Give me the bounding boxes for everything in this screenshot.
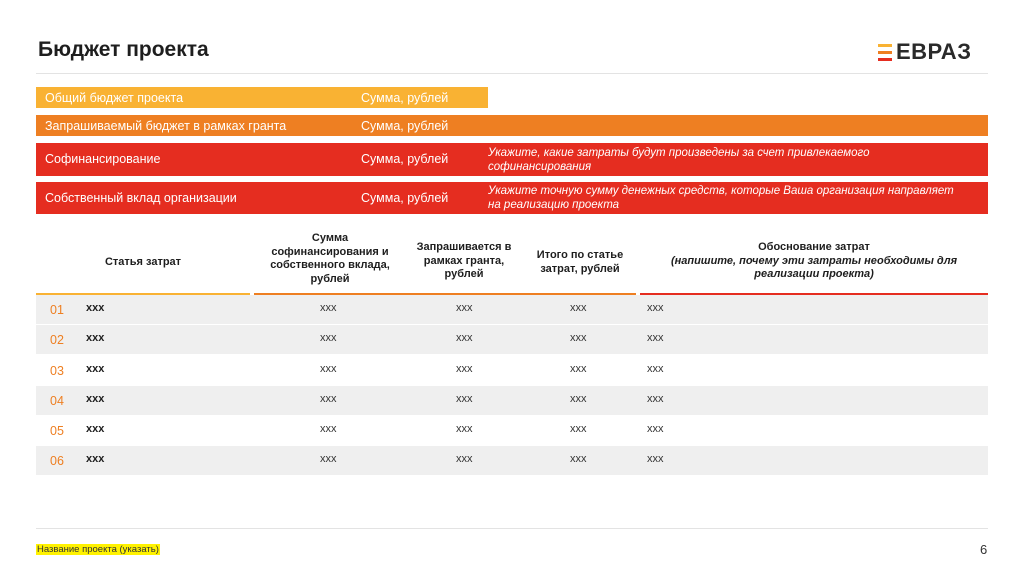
row-item-name: ххх — [86, 302, 105, 314]
row-item-name: ххх — [86, 332, 105, 344]
row-grant: ххх — [456, 453, 473, 465]
row-total: ххх — [570, 363, 587, 375]
table-row — [36, 386, 988, 415]
budget-bar-note: Укажите, какие затраты будут произведены за счет привлекаемого софинансирования — [488, 147, 870, 173]
budget-bar-sum: Сумма, рублей — [361, 191, 449, 205]
column-header-grant: Запрашивается в рамках гранта, рублей — [416, 241, 512, 280]
row-grant: ххх — [456, 423, 473, 435]
row-reason: ххх — [647, 423, 664, 435]
evraz-logo — [878, 40, 971, 64]
budget-bar-cofinancing — [36, 143, 988, 176]
project-name: Название проекта (указать) — [37, 544, 159, 555]
table-row — [36, 416, 988, 445]
row-number: 05 — [50, 424, 64, 438]
row-reason: ххх — [647, 393, 664, 405]
row-cofin: ххх — [320, 393, 337, 405]
row-grant: ххх — [456, 363, 473, 375]
column-header-cofin: Сумма софинансирования и собственного вклада, рублей — [270, 232, 390, 285]
justification-subtitle: (напишите, почему эти затраты необходимы для реализации проекта) — [670, 254, 958, 280]
budget-bar-sum: Сумма, рублей — [361, 152, 449, 166]
row-grant: ххх — [456, 332, 473, 344]
footer-divider — [36, 528, 988, 529]
row-reason: ххх — [647, 453, 664, 465]
budget-bar-grant — [36, 115, 988, 136]
row-cofin: ххх — [320, 302, 337, 314]
row-total: ххх — [570, 332, 587, 344]
budget-bar-note: Укажите точную сумму денежных средств, которые Ваша организация направляет на реализацию проекта — [488, 185, 954, 211]
column-header-justification — [640, 241, 988, 282]
budget-bar-label: Запрашиваемый бюджет в рамках гранта — [45, 119, 287, 133]
budget-bar-total — [36, 87, 488, 108]
row-number: 06 — [50, 454, 64, 468]
row-number: 03 — [50, 364, 64, 378]
row-total: ххх — [570, 423, 587, 435]
header-divider — [36, 73, 988, 74]
column-header-total: Итого по статье затрат, рублей — [536, 249, 624, 275]
table-row — [36, 295, 988, 324]
budget-bar-own-contribution — [36, 182, 988, 214]
budget-bar-label: Собственный вклад организации — [45, 191, 237, 205]
row-total: ххх — [570, 302, 587, 314]
table-row — [36, 356, 988, 385]
row-item-name: ххх — [86, 393, 105, 405]
page-title: Бюджет проекта — [38, 38, 209, 61]
row-grant: ххх — [456, 302, 473, 314]
row-number: 01 — [50, 303, 64, 317]
logo-stripes-icon — [878, 44, 892, 61]
row-reason: ххх — [647, 363, 664, 375]
page-number: 6 — [980, 542, 988, 557]
row-number: 02 — [50, 333, 64, 347]
justification-title: Обоснование затрат — [758, 241, 870, 253]
row-grant: ххх — [456, 393, 473, 405]
column-header-item: Статья затрат — [104, 256, 182, 268]
row-cofin: ххх — [320, 423, 337, 435]
budget-bar-label: Софинансирование — [45, 152, 161, 166]
row-cofin: ххх — [320, 332, 337, 344]
row-total: ххх — [570, 393, 587, 405]
row-number: 04 — [50, 394, 64, 408]
budget-bar-sum: Сумма, рублей — [361, 91, 449, 105]
budget-bar-sum: Сумма, рублей — [361, 119, 449, 133]
row-item-name: ххх — [86, 453, 105, 465]
row-item-name: ххх — [86, 363, 105, 375]
row-item-name: ххх — [86, 423, 105, 435]
table-row — [36, 325, 988, 354]
row-reason: ххх — [647, 332, 664, 344]
row-total: ххх — [570, 453, 587, 465]
budget-bar-label: Общий бюджет проекта — [45, 91, 184, 105]
row-cofin: ххх — [320, 363, 337, 375]
logo-text: ЕВРАЗ — [896, 39, 972, 64]
table-row — [36, 446, 988, 475]
row-reason: ххх — [647, 302, 664, 314]
row-cofin: ххх — [320, 453, 337, 465]
